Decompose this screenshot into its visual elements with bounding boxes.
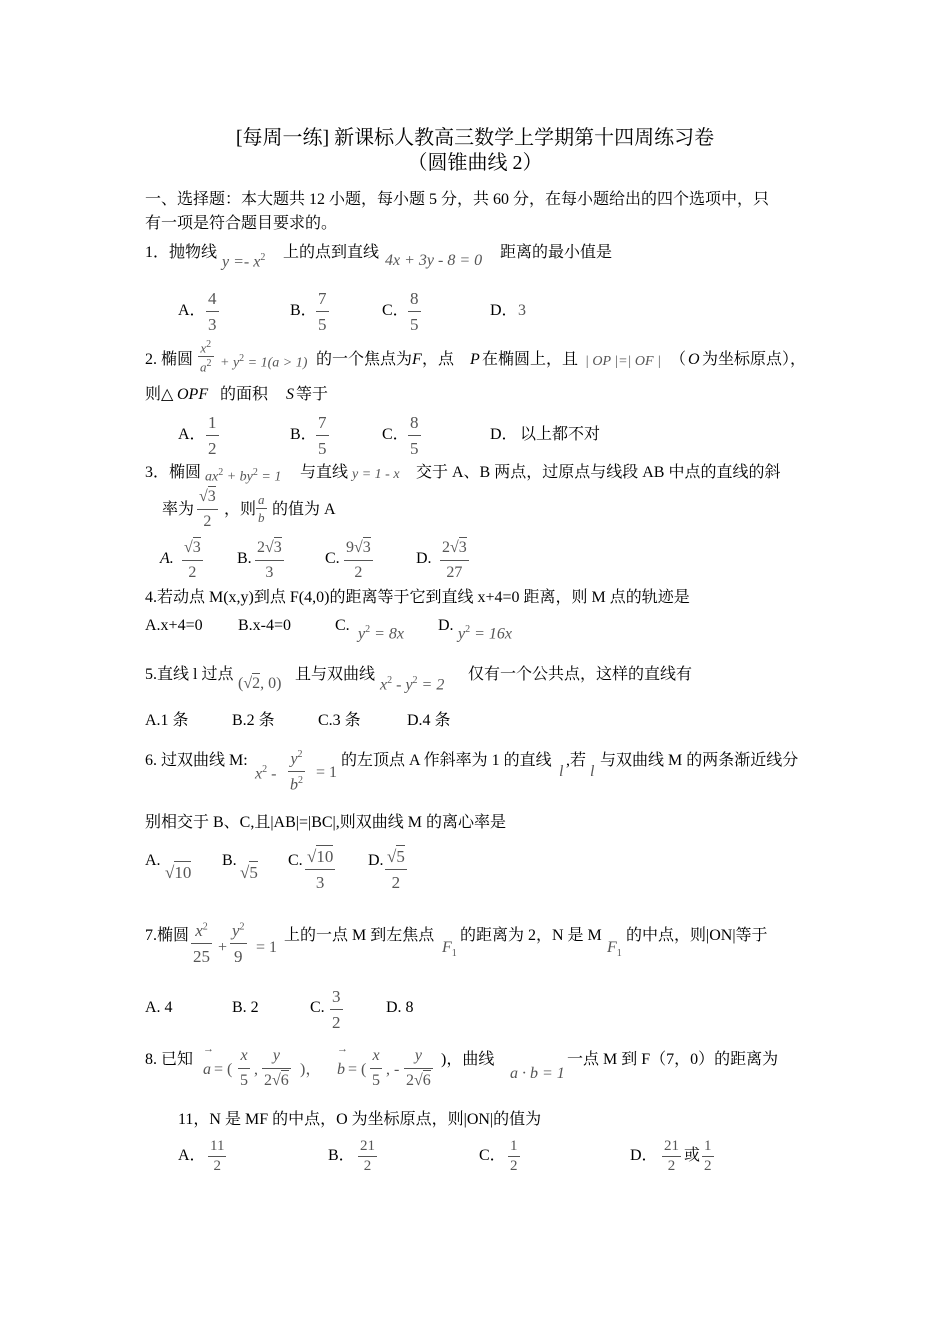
q2-expr: + y [220, 355, 240, 371]
q7-mid: 上的一点 M 到左焦点 [284, 927, 435, 944]
q6-line2: 别相交于 B、C,且|AB|=|BC|,则双曲线 M 的离心率是 [145, 814, 506, 831]
q7-plus: + [218, 939, 228, 956]
q6-opt-d-frac: √5 2 [387, 847, 405, 892]
q8-a-vec: a [203, 1061, 211, 1078]
q8-prefix: 8. 已知 [145, 1051, 194, 1068]
q6-comma: ,若 [566, 752, 587, 769]
q3-opt-d-frac: 2√3 27 [442, 539, 467, 581]
q2-O: O [688, 351, 700, 368]
q8-opt-d-or: 或 [684, 1147, 701, 1164]
q7-opt-c-label[interactable]: C. [310, 999, 325, 1016]
q8-b-x-frac: x 5 [372, 1047, 380, 1089]
q1-opt-a-frac: 4 3 [208, 289, 217, 334]
q3-opt-b-frac: 2√3 3 [257, 539, 282, 581]
q6-suffix: 与双曲线 M 的两条渐近线分 [600, 752, 799, 769]
q5-mid: 且与双曲线 [295, 666, 376, 683]
q2-cond: = 1(a > 1) [247, 355, 308, 371]
q4-opt-d-expr: = 16x [474, 625, 513, 643]
q4-opt-d-label[interactable]: D. [438, 617, 454, 634]
q4-opt-c-expr: = 8x [374, 625, 405, 643]
q1-opt-d-value: 3 [518, 302, 526, 319]
q2-on-text: 在椭圆上，且 [482, 351, 579, 368]
q3-expr1: ax [205, 469, 219, 485]
q8-opt-c-label[interactable]: C． [479, 1147, 506, 1164]
q2-P: P [470, 351, 480, 368]
q8-opt-b-label[interactable]: B． [328, 1147, 355, 1164]
q8-opt-d-frac1: 21 2 [664, 1138, 679, 1174]
q1-suffix: 距离的最小值是 [500, 244, 613, 261]
q1-opt-b-label[interactable]: B． [290, 302, 317, 319]
q2-opt-c-label[interactable]: C． [382, 426, 409, 443]
q1-mid: 上的点到直线 [283, 244, 380, 261]
q2-opt-a-label[interactable]: A． [178, 426, 206, 443]
q2-prefix: 2. 椭圆 [145, 351, 194, 368]
q6-opt-b-value: √5 [240, 863, 258, 882]
q3-mid: 与直线 [300, 464, 349, 481]
q8-a-def: = ( [214, 1061, 233, 1078]
q3-slope-frac: √3 2 [199, 488, 216, 530]
q5-expr-b: - y [396, 676, 413, 694]
q5-opt-c[interactable]: C.3 条 [318, 712, 361, 729]
q7-opt-b[interactable]: B. 2 [232, 999, 259, 1016]
q4-opt-b[interactable]: B.x-4=0 [238, 617, 292, 634]
q8-b-vec: b [337, 1061, 345, 1078]
q7-frac-y: $y^2$ 9 [232, 921, 245, 966]
q8-neg: , - [386, 1061, 400, 1078]
q6-opt-b-label[interactable]: B. [222, 852, 237, 869]
q8-dot-expr: a · b = 1 [510, 1065, 565, 1082]
q2-opt-d-label[interactable]: D． [490, 426, 518, 443]
q6-opt-a-label[interactable]: A. [145, 852, 161, 869]
q7-F1b: F [607, 939, 617, 956]
q4-opt-c-label[interactable]: C. [335, 617, 350, 634]
q3-prefix: 3．椭圆 [145, 464, 202, 481]
q8-close1: )， [300, 1061, 322, 1078]
section-intro-line1: 一、选择题：本大题共 12 小题，每小题 5 分，共 60 分，在每小题给出的四个选项中，只 [145, 191, 770, 208]
q5-opt-d[interactable]: D.4 条 [407, 712, 451, 729]
q6-frac: $y^2$ $b^2$ [290, 749, 303, 794]
q8-opt-d-frac2: 1 2 [704, 1138, 712, 1174]
q4-text: 4.若动点 M(x,y)到点 F(4,0)的距离等于它到直线 x+4=0 距离，则 M 点的轨迹是 [145, 589, 690, 606]
q8-opt-a-label[interactable]: A． [178, 1147, 206, 1164]
q5-opt-a[interactable]: A.1 条 [145, 712, 189, 729]
q7-opt-a[interactable]: A. 4 [145, 999, 173, 1016]
q2-S: S [286, 386, 294, 403]
q3-opt-a-label[interactable]: A. [160, 550, 174, 567]
q2-frac: $x^2$ $a^2$ [200, 339, 212, 375]
q6-mid: 的左顶点 A 作斜率为 1 的直线 [341, 752, 552, 769]
q3-ab-frac: a b [258, 492, 265, 525]
q8-suffix: 一点 M 到 F（7，0）的距离为 [567, 1051, 779, 1068]
q1-prefix: 1．抛物线 [145, 244, 218, 261]
q1-opt-a-label[interactable]: A． [178, 302, 206, 319]
q8-opt-a-frac: 11 2 [210, 1138, 225, 1174]
q5-expr: x [380, 676, 388, 694]
page-title: [每周一练] 新课标人教高三数学上学期第十四周练习卷 [235, 127, 715, 149]
q2-point-text: ，点 [422, 351, 455, 368]
q2-line2-suffix: 等于 [296, 386, 329, 403]
q7-F1: F [442, 939, 452, 956]
q5-opt-b[interactable]: B.2 条 [232, 712, 275, 729]
q2-paren-tail: 为坐标原点）， [702, 351, 807, 368]
q1-opt-c-frac: 8 5 [410, 289, 419, 334]
q6-prefix: 6. 过双曲线 M: [145, 752, 248, 769]
q6-expr-b: - [271, 765, 277, 783]
q1-opt-b-frac: 7 5 [318, 289, 327, 334]
q7-eq: = 1 [256, 939, 278, 956]
q8-opt-d-label[interactable]: D． [630, 1147, 658, 1164]
q6-opt-a-value: √10 [165, 863, 192, 882]
q8-a-arrow-icon: → [203, 1043, 214, 1055]
q8-b-arrow-icon: → [337, 1043, 348, 1055]
section-intro-line2: 有一项是符合题目要求的。 [145, 215, 338, 232]
q3-opt-d-label[interactable]: D. [416, 550, 432, 567]
q2-line2-prefix: 则△ [145, 386, 174, 403]
q8-opt-b-frac: 21 2 [360, 1138, 375, 1174]
q7-prefix: 7.椭圆 [145, 927, 190, 944]
q8-b-def: = ( [348, 1061, 367, 1078]
q5-expr-c: = 2 [421, 676, 445, 694]
q3-suffix: 交于 A、B 两点，过原点与线段 AB 中点的直线的斜 [416, 464, 781, 481]
q2-abs-expr: | OP |=| OF | [585, 354, 661, 369]
q2-mid: 的一个焦点为 [316, 351, 413, 368]
page-subtitle: （圆锥曲线 2） [407, 152, 543, 174]
q2-OPF: OPF [177, 386, 209, 403]
q6-opt-c-label[interactable]: C. [288, 852, 303, 869]
q1-opt-c-label[interactable]: C． [382, 302, 409, 319]
q7-suffix: 的中点，则|ON|等于 [626, 927, 768, 944]
q6-l1: l [559, 763, 564, 780]
q4-opt-a[interactable]: A.x+4=0 [145, 617, 203, 634]
q5-point: , 0) [260, 675, 282, 692]
q2-opt-c-frac: 8 5 [410, 413, 419, 458]
q8-a-x-frac: x 5 [240, 1047, 248, 1089]
q3-expr2: y = 1 - x [352, 467, 400, 482]
q2-paren: （ [670, 351, 687, 368]
q3-line2-prefix: 率为 [162, 501, 195, 518]
q6-l2: l [590, 763, 595, 780]
q6-expr-c: = 1 [316, 764, 338, 781]
q1-expr1: y =- x [222, 253, 261, 271]
q7-opt-c-frac: 3 2 [332, 987, 341, 1032]
q2-F: F [412, 351, 422, 368]
q8-opt-c-frac: 1 2 [510, 1138, 518, 1174]
q3-opt-c-frac: 9√3 2 [346, 539, 371, 581]
q2-line2-mid: 的面积 [220, 386, 269, 403]
q8-close2: )，曲线 [441, 1051, 495, 1068]
q2-opt-d-value: 以上都不对 [520, 426, 601, 443]
q8-line2: 11，N 是 MF 的中点，O 为坐标原点，则|ON|的值为 [178, 1111, 542, 1128]
q6-opt-c-frac: √10 3 [307, 847, 334, 892]
q2-opt-b-label[interactable]: B． [290, 426, 317, 443]
q5-prefix: 5.直线 l 过点 [145, 666, 234, 683]
q3-opt-a-frac: √3 2 [184, 539, 201, 581]
q3-expr1b: + by [226, 469, 253, 485]
q7-mid2: 的距离为 2，N 是 M [460, 927, 602, 944]
q2-opt-b-frac: 7 5 [318, 413, 327, 458]
q6-opt-d-label[interactable]: D. [368, 852, 384, 869]
q7-frac-x: $x^2$ 25 [193, 921, 210, 966]
q5-suffix: 仅有一个公共点，这样的直线有 [468, 666, 693, 683]
q6-expr: x [255, 765, 263, 783]
q3-line2-suffix: 的值为 A [272, 501, 336, 518]
q2-opt-a-frac: 1 2 [208, 413, 217, 458]
q8-a-y-frac: y 2√6 [264, 1047, 289, 1089]
q1-expr2: 4x + 3y - 8 = 0 [385, 252, 483, 269]
q7-opt-d[interactable]: D. 8 [386, 999, 414, 1016]
q8-b-y-frac: y 2√6 [406, 1047, 431, 1089]
q3-expr1c: = 1 [261, 469, 282, 485]
q3-line2-mid: ，则 [224, 501, 257, 518]
q1-opt-d-label[interactable]: D． [490, 302, 518, 319]
q3-opt-b-label[interactable]: B. [237, 550, 252, 567]
q3-opt-c-label[interactable]: C. [325, 550, 340, 567]
